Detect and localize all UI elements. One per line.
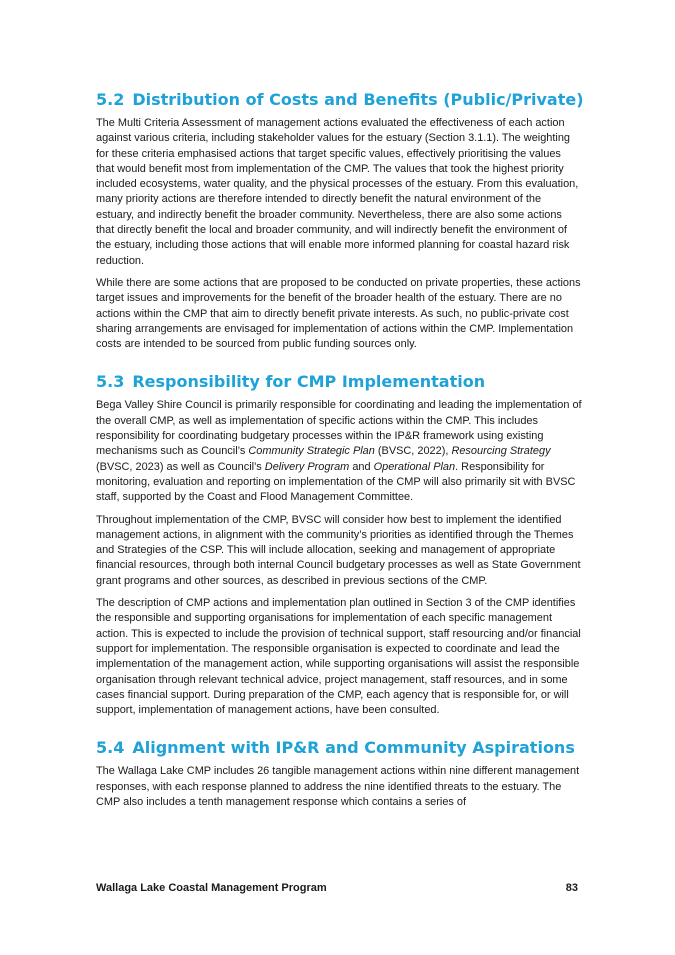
section-number: 5.3 xyxy=(96,372,125,392)
paragraph: While there are some actions that are proposed to be conducted on private properties, these actions target issues and improvements for the benefit of the broader health of the estuary. There are no actions within the CMP that aim to directly benefit private interests. As such, no public-private cost sharing arrangements are envisaged for implementation of actions within the CMP. Implementation costs are intended to be sourced from public funding sources only. xyxy=(96,276,581,351)
paragraph: Bega Valley Shire Council is primarily responsible for coordinating and leading the implementation of the overall CMP, as well as implementation of specific actions within the CMP. This includes responsibility for coordinating budgetary processes within the IP&R framework using existing mechanisms such as Council’s Community Strategic Plan (BVSC, 2022), Resourcing Strategy (BVSC, 2023) as well as Council’s Delivery Program and Operational Plan. Responsibility for monitoring, evaluation and reporting on implementation of the CMP will also primarily sit with BVSC staff, supported by the Coast and Flood Management Committee. xyxy=(96,399,582,504)
footer-title: Wallaga Lake Coastal Management Program xyxy=(96,882,327,894)
paragraph: The Wallaga Lake CMP includes 26 tangible management actions within nine different management responses, with each response planned to address the nine identified threats to the estuary. The CMP also includes a tenth management response which contains a series of xyxy=(96,765,580,808)
section-title: Responsibility for CMP Implementation xyxy=(132,372,486,392)
section-heading-5-4 xyxy=(96,738,582,758)
section-heading-5-3 xyxy=(96,372,582,392)
paragraph: The description of CMP actions and implementation plan outlined in Section 3 of the CMP identifies the responsible and supporting organisations for implementation of each specific management action. This is expected to include the provision of technical support, staff resourcing and/or financial support for implementation. The responsible organisation is expected to coordinate and lead the implementation of the management action, while supporting organisations will assist the responsible organisation through relevant technical advice, project management, staff resources, and in some cases financial support. During preparation of the CMP, each agency that is responsible for, or will support, implementation of management actions, have been consulted. xyxy=(96,597,581,717)
paragraph: The Multi Criteria Assessment of management actions evaluated the effectiveness of each action against various criteria, including stakeholder values for the estuary (Section 3.1.1). The weighting for these criteria emphasised actions that target specific values, effectively prioritising the values that would benefit most from implementation of the CMP. The values that took the highest priority included ecosystems, water quality, and the physical processes of the estuary. From this evaluation, many priority actions are therefore intended to directly benefit the natural environment of the estuary, and indirectly benefit the broader community. Nevertheless, there are also some actions that directly benefit the local and broader community, and will indirectly benefit the environment of the estuary, including those actions that will enable more informed planning for coastal hazard risk reduction. xyxy=(96,117,579,267)
section-heading-5-2 xyxy=(96,90,582,110)
page-number: 83 xyxy=(565,882,578,894)
section-number: 5.2 xyxy=(96,90,125,109)
page-footer xyxy=(96,882,578,894)
section-title: Alignment with IP&R and Community Aspirations xyxy=(132,738,575,758)
document-page xyxy=(96,90,582,817)
section-title: Distribution of Costs and Benefits (Public/Private) xyxy=(132,90,584,109)
paragraph: Throughout implementation of the CMP, BVSC will consider how best to implement the identified management actions, in alignment with the community’s priorities as identified through the Themes and Strategies of the CSP. This will include allocation, seeking and management of appropriate financial resources, through both internal Council budgetary processes as well as State Government grant programs and other sources, as described in previous sections of the CMP. xyxy=(96,513,581,587)
section-number: 5.4 xyxy=(96,738,125,758)
